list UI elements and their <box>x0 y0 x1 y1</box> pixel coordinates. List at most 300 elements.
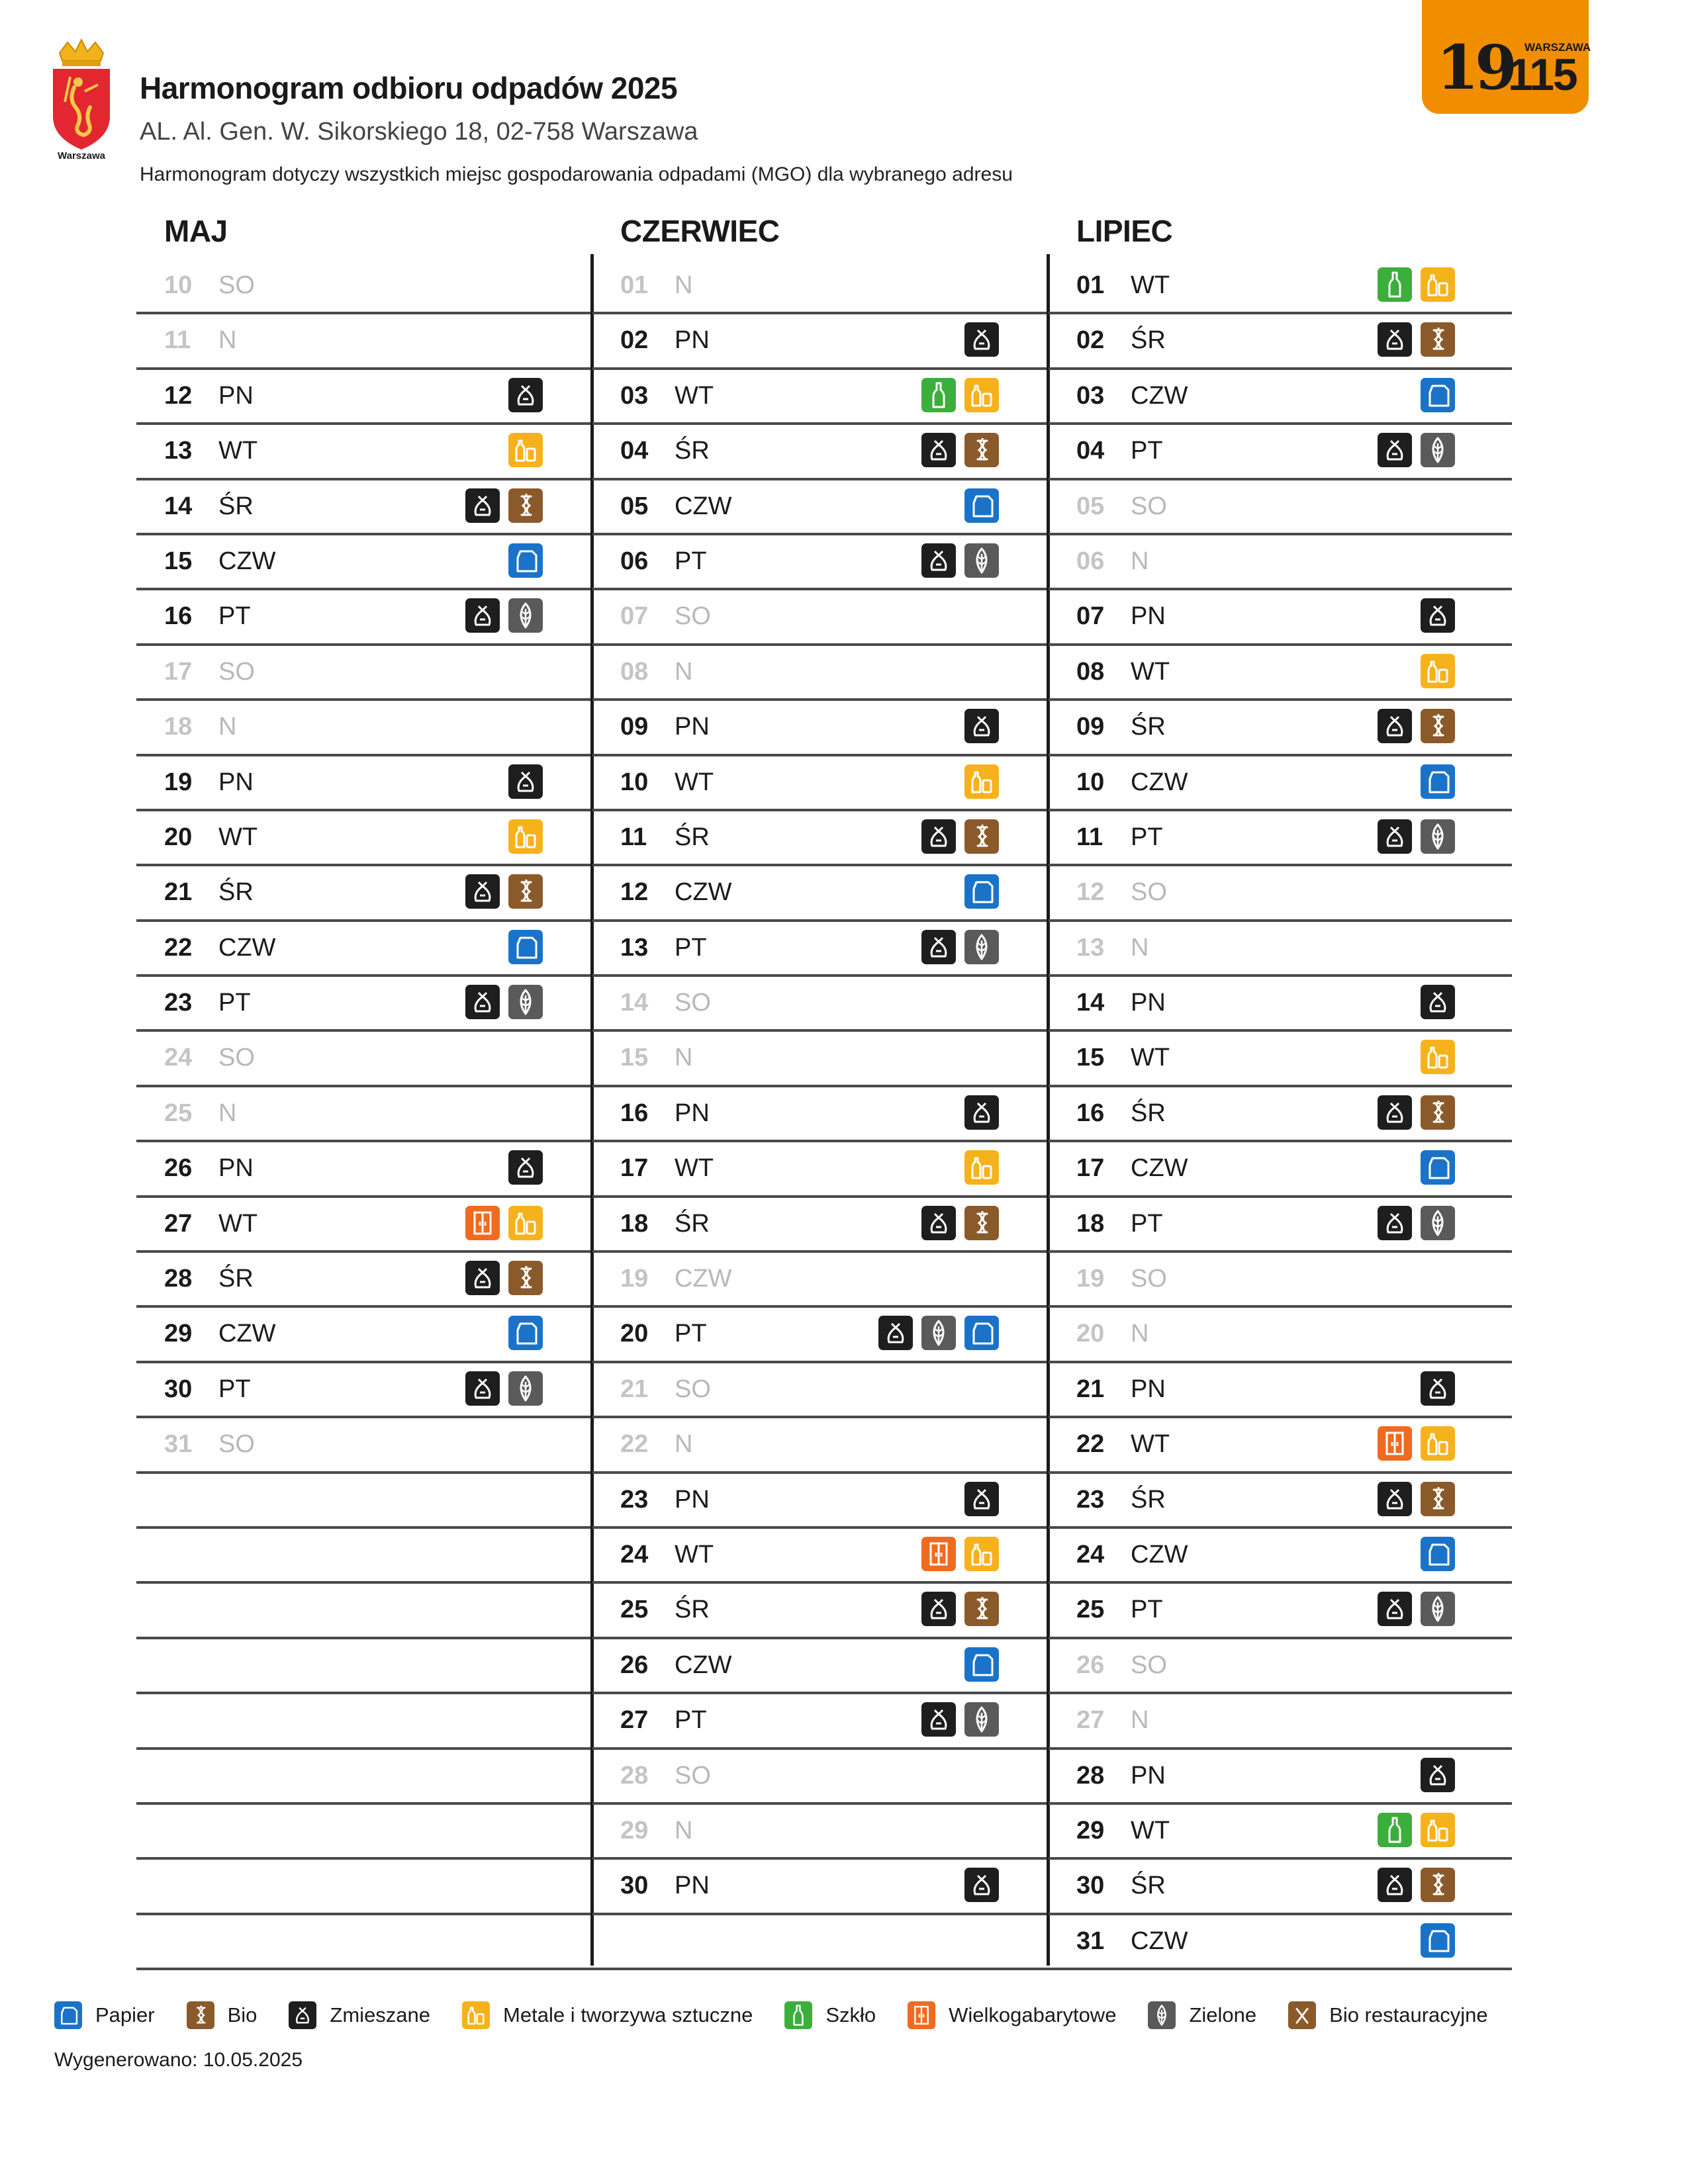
schedule-note: Harmonogram dotyczy wszystkich miejsc gospodarowania odpadami (MGO) dla wybranego adresu <box>140 163 1013 185</box>
day-of-week: N <box>1131 547 1149 575</box>
day-row <box>592 590 1056 645</box>
day-number: 15 <box>164 547 193 575</box>
pickup-icons <box>964 1095 999 1130</box>
day-of-week: CZW <box>1131 1927 1188 1955</box>
day-row <box>136 1142 600 1197</box>
legend-item-zielone <box>1148 2001 1256 2029</box>
day-row <box>1049 590 1512 645</box>
pickup-icons <box>921 819 999 854</box>
day-number: 24 <box>1076 1540 1105 1569</box>
apple-core-icon <box>1421 1095 1455 1130</box>
day-number: 09 <box>1076 713 1105 741</box>
day-number: 05 <box>1076 492 1105 520</box>
apple-core-icon <box>187 2001 214 2029</box>
day-number: 20 <box>164 823 193 851</box>
day-number: 27 <box>620 1706 649 1735</box>
day-number: 10 <box>620 768 649 796</box>
day-of-week: CZW <box>218 1320 276 1348</box>
day-number: 15 <box>1076 1044 1105 1072</box>
trash-bag-icon <box>1378 1592 1412 1626</box>
pickup-icons <box>964 1482 999 1516</box>
leaf-icon <box>508 598 543 633</box>
day-number: 11 <box>1076 823 1103 851</box>
legend-label: Zielone <box>1189 2003 1257 2026</box>
day-of-week: SO <box>675 1375 711 1403</box>
legend-label: Szkło <box>825 2003 876 2026</box>
day-row <box>592 811 1056 866</box>
day-of-week: N <box>218 326 237 355</box>
day-row <box>136 701 600 756</box>
day-row <box>136 535 600 590</box>
pickup-icons <box>1421 1040 1455 1074</box>
day-of-week: SO <box>218 657 255 686</box>
bottle-can-icon <box>1421 1040 1455 1074</box>
day-number: 07 <box>1076 602 1105 631</box>
pickup-icons <box>878 1316 999 1350</box>
day-of-week: PN <box>218 1154 254 1183</box>
day-of-week: SO <box>1131 492 1167 520</box>
day-row <box>592 1087 1056 1142</box>
day-number: 20 <box>620 1320 649 1348</box>
day-number: 29 <box>620 1816 649 1844</box>
legend <box>54 2001 1520 2029</box>
trash-bag-icon <box>465 598 500 633</box>
leaf-icon <box>964 930 999 964</box>
day-row <box>136 646 600 701</box>
paper-icon <box>964 488 999 523</box>
trash-bag-icon <box>1378 1206 1412 1240</box>
day-of-week: PT <box>1131 1596 1163 1624</box>
day-of-week: SO <box>1131 1651 1167 1679</box>
pickup-icons <box>1378 1482 1455 1516</box>
day-of-week: PT <box>218 602 251 631</box>
day-number: 22 <box>164 933 193 962</box>
month-column-may <box>136 259 600 1970</box>
pickup-icons <box>1378 819 1455 854</box>
pickup-icons <box>964 764 999 799</box>
day-number: 16 <box>164 602 193 631</box>
day-number: 23 <box>620 1485 649 1514</box>
day-number: 10 <box>164 271 193 299</box>
day-number: 26 <box>620 1651 649 1679</box>
day-row <box>1049 811 1512 866</box>
day-of-week: PN <box>1131 989 1166 1017</box>
day-number: 18 <box>1076 1209 1105 1238</box>
day-number: 11 <box>620 823 647 851</box>
day-row <box>136 1087 600 1142</box>
pickup-icons <box>1421 985 1455 1019</box>
day-number: 17 <box>1076 1154 1105 1183</box>
day-number: 25 <box>164 1099 193 1127</box>
day-number: 20 <box>1076 1320 1105 1348</box>
day-number: 21 <box>164 878 193 907</box>
day-of-week: PT <box>218 989 251 1017</box>
day-number: 11 <box>164 326 191 355</box>
paper-icon <box>508 1316 543 1350</box>
pickup-icons <box>465 1371 543 1406</box>
pickup-icons <box>964 322 999 357</box>
page-title: Harmonogram odbioru odpadów 2025 <box>140 71 678 105</box>
pickup-icons <box>465 598 543 633</box>
trash-bag-icon <box>1378 1095 1412 1130</box>
trash-bag-icon <box>1378 433 1412 467</box>
day-row <box>136 756 600 811</box>
day-of-week: PT <box>675 547 707 575</box>
day-number: 08 <box>1076 657 1105 686</box>
wardrobe-icon <box>465 1206 500 1240</box>
wardrobe-icon <box>1378 1426 1412 1461</box>
day-number: 24 <box>164 1044 193 1072</box>
pickup-icons <box>964 874 999 909</box>
day-row <box>592 425 1056 480</box>
day-row <box>136 1363 600 1418</box>
pickup-icons <box>1378 1813 1455 1847</box>
paper-icon <box>1421 1537 1455 1571</box>
trash-bag-icon <box>1378 709 1412 743</box>
trash-bag-icon <box>921 819 956 854</box>
pickup-icons <box>921 1592 999 1626</box>
pickup-icons <box>1378 1868 1455 1902</box>
pickup-icons <box>921 433 999 467</box>
day-number: 01 <box>620 271 649 299</box>
day-number: 13 <box>620 933 649 962</box>
leaf-icon <box>508 1371 543 1406</box>
day-of-week: CZW <box>1131 381 1188 410</box>
day-number: 29 <box>1076 1816 1105 1844</box>
trash-bag-icon <box>1421 1758 1455 1792</box>
day-of-week: ŚR <box>218 492 254 520</box>
pickup-icons <box>508 433 543 467</box>
day-of-week: N <box>1131 1706 1149 1735</box>
day-row <box>1049 1418 1512 1473</box>
leaf-icon <box>1148 2001 1176 2029</box>
paper-icon <box>54 2001 82 2029</box>
pickup-icons <box>465 874 543 909</box>
day-of-week: ŚR <box>675 1596 710 1624</box>
day-row <box>136 590 600 645</box>
day-number: 16 <box>620 1099 649 1127</box>
paper-icon <box>1421 378 1455 412</box>
legend-label: Bio <box>227 2003 258 2026</box>
day-number: 05 <box>620 492 649 520</box>
bottle-can-icon <box>508 819 543 854</box>
empty-row <box>136 1474 600 1529</box>
day-of-week: SO <box>1131 1265 1167 1293</box>
day-of-week: PN <box>675 326 710 355</box>
day-number: 26 <box>1076 1651 1105 1679</box>
day-row <box>1049 535 1512 590</box>
day-of-week: SO <box>675 989 711 1017</box>
day-row <box>1049 314 1512 369</box>
day-number: 21 <box>620 1375 649 1403</box>
pickup-icons <box>1421 1150 1455 1185</box>
day-of-week: CZW <box>675 492 732 520</box>
day-row <box>136 1032 600 1087</box>
day-of-week: PN <box>1131 1375 1166 1403</box>
day-row <box>1049 1474 1512 1529</box>
day-row <box>1049 977 1512 1032</box>
day-row <box>592 370 1056 425</box>
apple-core-icon <box>508 1261 543 1295</box>
day-number: 19 <box>620 1265 649 1293</box>
day-of-week: WT <box>1131 1044 1170 1072</box>
paper-icon <box>964 874 999 909</box>
leaf-icon <box>964 1702 999 1737</box>
day-of-week: PT <box>675 933 707 962</box>
paper-icon <box>508 543 543 578</box>
empty-row <box>136 1915 600 1970</box>
day-of-week: WT <box>1131 657 1170 686</box>
day-number: 12 <box>1076 878 1105 907</box>
pickup-icons <box>508 819 543 854</box>
glass-bottle-icon <box>1378 1813 1412 1847</box>
glass-bottle-icon <box>921 378 956 412</box>
empty-row <box>136 1694 600 1749</box>
leaf-icon <box>964 543 999 578</box>
trash-bag-icon <box>921 1592 956 1626</box>
legend-item-wielkogabarytowe <box>908 2001 1116 2029</box>
trash-bag-icon <box>878 1316 913 1350</box>
day-row <box>592 480 1056 535</box>
trash-bag-icon <box>465 985 500 1019</box>
day-of-week: ŚR <box>675 437 710 465</box>
warszawa-19115-badge[interactable] <box>1422 0 1589 114</box>
day-row <box>1049 1584 1512 1639</box>
generated-date: Wygenerowano: 10.05.2025 <box>54 2049 303 2071</box>
legend-item-zmieszane <box>289 2001 430 2029</box>
day-of-week: WT <box>218 437 258 465</box>
day-row <box>592 259 1056 314</box>
day-row <box>1049 1694 1512 1749</box>
day-number: 03 <box>620 381 649 410</box>
trash-bag-icon <box>921 543 956 578</box>
day-row <box>1049 1860 1512 1915</box>
empty-row <box>136 1805 600 1860</box>
day-row <box>592 1142 1056 1197</box>
day-row <box>592 866 1056 921</box>
day-number: 12 <box>164 381 193 410</box>
day-number: 12 <box>620 878 649 907</box>
day-row <box>1049 480 1512 535</box>
trash-bag-icon <box>508 764 543 799</box>
trash-bag-icon <box>1378 1868 1412 1902</box>
legend-label: Zmieszane <box>330 2003 431 2026</box>
glass-bottle-icon <box>1378 267 1412 302</box>
pickup-icons <box>508 1316 543 1350</box>
day-of-week: PN <box>675 713 710 741</box>
legend-item-papier <box>54 2001 155 2029</box>
day-of-week: CZW <box>218 547 276 575</box>
empty-row <box>136 1860 600 1915</box>
pickup-icons <box>1421 1923 1455 1958</box>
trash-bag-icon <box>289 2001 316 2029</box>
day-number: 04 <box>620 437 649 465</box>
day-of-week: WT <box>1131 1430 1170 1459</box>
day-row <box>592 1529 1056 1584</box>
day-of-week: PN <box>218 768 254 796</box>
day-row <box>592 1253 1056 1308</box>
day-number: 22 <box>620 1430 649 1459</box>
leaf-icon <box>1421 819 1455 854</box>
day-number: 14 <box>1076 989 1105 1017</box>
day-row <box>136 866 600 921</box>
apple-core-icon <box>508 488 543 523</box>
paper-icon <box>1421 1923 1455 1958</box>
badge-number-19: 19 <box>1436 32 1514 103</box>
trash-bag-icon <box>964 1095 999 1130</box>
day-row <box>592 701 1056 756</box>
pickup-icons <box>1421 1371 1455 1406</box>
day-of-week: PN <box>1131 1761 1166 1790</box>
day-number: 30 <box>1076 1872 1105 1900</box>
bottle-can-icon <box>964 1537 999 1571</box>
pickup-icons <box>964 1150 999 1185</box>
day-number: 21 <box>1076 1375 1105 1403</box>
day-number: 31 <box>1076 1927 1105 1955</box>
day-number: 15 <box>620 1044 649 1072</box>
pickup-icons <box>1421 654 1455 688</box>
day-of-week: ŚR <box>1131 713 1166 741</box>
day-row <box>592 756 1056 811</box>
empty-row <box>592 1915 1056 1970</box>
day-number: 23 <box>164 989 193 1017</box>
day-of-week: WT <box>1131 1816 1170 1844</box>
day-number: 06 <box>1076 547 1105 575</box>
pickup-icons <box>508 930 543 964</box>
day-number: 23 <box>1076 1485 1105 1514</box>
day-of-week: CZW <box>1131 1154 1188 1183</box>
day-number: 18 <box>620 1209 649 1238</box>
day-of-week: N <box>1131 933 1149 962</box>
day-row <box>136 314 600 369</box>
day-number: 28 <box>1076 1761 1105 1790</box>
month-column-june <box>592 259 1056 1970</box>
trash-bag-icon <box>1378 819 1412 854</box>
day-of-week: PT <box>1131 823 1163 851</box>
svg-text:Warszawa: Warszawa <box>58 150 105 160</box>
trash-bag-icon <box>465 874 500 909</box>
pickup-icons <box>1421 764 1455 799</box>
paper-icon <box>1421 764 1455 799</box>
day-number: 17 <box>620 1154 649 1183</box>
day-number: 16 <box>1076 1099 1105 1127</box>
day-of-week: N <box>675 1044 693 1072</box>
day-row <box>592 535 1056 590</box>
month-heading: LIPIEC <box>1076 214 1173 248</box>
day-of-week: ŚR <box>218 1265 254 1293</box>
wardrobe-icon <box>921 1537 956 1571</box>
trash-bag-icon <box>465 488 500 523</box>
bottle-can-icon <box>1421 654 1455 688</box>
day-of-week: N <box>1131 1320 1149 1348</box>
trash-bag-icon <box>921 1206 956 1240</box>
apple-core-icon <box>1421 1868 1455 1902</box>
bottle-can-icon <box>508 1206 543 1240</box>
day-of-week: CZW <box>1131 1540 1188 1569</box>
pickup-icons <box>1421 1758 1455 1792</box>
day-row <box>592 1639 1056 1694</box>
day-number: 02 <box>620 326 649 355</box>
day-number: 06 <box>620 547 649 575</box>
paper-icon <box>508 930 543 964</box>
day-row <box>136 370 600 425</box>
pickup-icons <box>964 709 999 743</box>
day-row <box>1049 1253 1512 1308</box>
bottle-can-icon <box>964 378 999 412</box>
day-row <box>1049 1805 1512 1860</box>
bottle-can-icon <box>964 1150 999 1185</box>
day-number: 13 <box>164 437 193 465</box>
pickup-icons <box>465 1261 543 1295</box>
day-of-week: PN <box>218 381 254 410</box>
pickup-icons <box>964 488 999 523</box>
day-row <box>592 1198 1056 1253</box>
day-row <box>136 1198 600 1253</box>
day-number: 27 <box>164 1209 193 1238</box>
day-of-week: CZW <box>675 1265 732 1293</box>
day-number: 26 <box>164 1154 193 1183</box>
day-row <box>136 480 600 535</box>
legend-label: Wielkogabarytowe <box>949 2003 1117 2026</box>
day-of-week: ŚR <box>1131 326 1166 355</box>
day-number: 28 <box>164 1265 193 1293</box>
day-row <box>592 1860 1056 1915</box>
pickup-icons <box>1378 709 1455 743</box>
trash-bag-icon <box>921 930 956 964</box>
day-row <box>592 314 1056 369</box>
pickup-icons <box>921 1537 999 1571</box>
day-number: 04 <box>1076 437 1105 465</box>
day-number: 18 <box>164 713 193 741</box>
pickup-icons <box>1421 378 1455 412</box>
month-heading: MAJ <box>164 214 228 248</box>
day-row <box>1049 701 1512 756</box>
legend-item-szklo <box>784 2001 876 2029</box>
day-of-week: WT <box>675 1540 714 1569</box>
day-row <box>136 811 600 866</box>
day-row <box>1049 1032 1512 1087</box>
day-row <box>1049 756 1512 811</box>
pickup-icons <box>1421 1537 1455 1571</box>
pickup-icons <box>1378 433 1455 467</box>
day-number: 30 <box>164 1375 193 1403</box>
address-line: AL. Al. Gen. W. Sikorskiego 18, 02-758 Warszawa <box>140 118 698 146</box>
day-of-week: SO <box>218 1430 255 1459</box>
trash-bag-icon <box>1378 1482 1412 1516</box>
trash-bag-icon <box>1421 985 1455 1019</box>
empty-row <box>136 1750 600 1805</box>
day-number: 27 <box>1076 1706 1105 1735</box>
apple-core-icon <box>1421 322 1455 357</box>
apple-core-icon <box>964 819 999 854</box>
trash-bag-icon <box>1378 322 1412 357</box>
day-row <box>592 1308 1056 1363</box>
day-number: 25 <box>620 1596 649 1624</box>
pickup-icons <box>1421 598 1455 633</box>
day-of-week: PN <box>1131 602 1166 631</box>
day-of-week: ŚR <box>675 1209 710 1238</box>
warsaw-crest-logo <box>45 38 118 160</box>
pickup-icons <box>508 378 543 412</box>
leaf-icon <box>1421 433 1455 467</box>
bottle-can-icon <box>964 764 999 799</box>
day-row <box>1049 922 1512 977</box>
pickup-icons <box>508 764 543 799</box>
apple-core-icon <box>964 1592 999 1626</box>
trash-bag-icon <box>964 322 999 357</box>
day-number: 03 <box>1076 381 1105 410</box>
pickup-icons <box>921 543 999 578</box>
